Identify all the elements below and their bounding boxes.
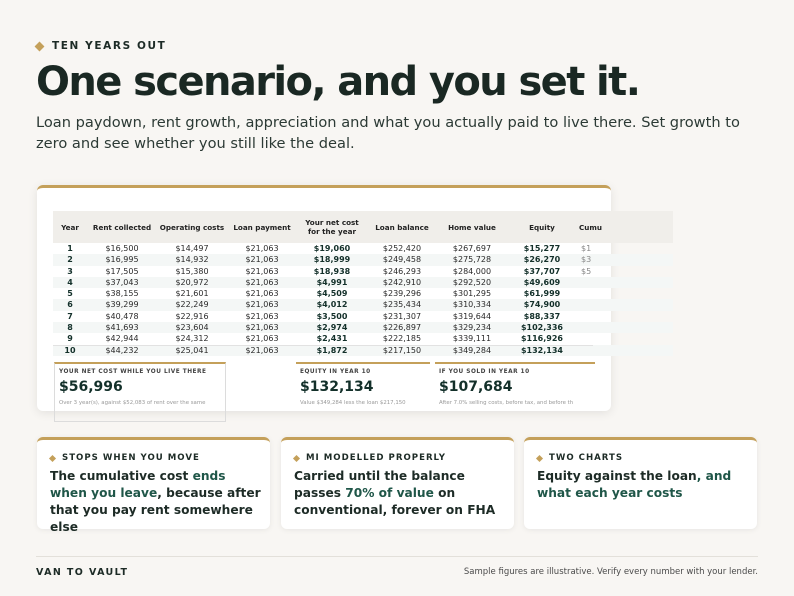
table-cell-balance: $242,910 xyxy=(367,277,437,288)
column-header: Rent collected xyxy=(87,211,157,243)
page-subtitle: Loan paydown, rent growth, appreciation and what you actually paid to live there. Set growth to zero and see whether you still like the deal. xyxy=(36,114,740,152)
table-cell-equity: $49,609 xyxy=(507,277,577,288)
table-cell-home-value: $267,697 xyxy=(452,244,492,253)
table-cell-balance: $231,307 xyxy=(382,311,422,321)
table-cell-equity: $26,270 xyxy=(507,254,577,265)
table-cell-net-cost: $19,060 xyxy=(313,244,351,253)
card-header xyxy=(537,453,623,463)
table-row xyxy=(53,299,673,310)
card-text-highlight: , and what each year costs xyxy=(537,469,732,500)
projection-screenshot xyxy=(37,185,611,411)
diamond-icon xyxy=(49,454,56,461)
footer-divider xyxy=(36,556,758,557)
card-text-part: , because after that you pay rent somewhere else xyxy=(50,486,261,534)
column-header: Loan payment xyxy=(227,211,297,243)
stat-label: YOUR NET COST WHILE YOU LIVE THERE xyxy=(59,369,207,375)
table-cell-net-cost: $18,999 xyxy=(297,254,367,265)
card-header xyxy=(294,453,446,463)
table-cell-year: 6 xyxy=(53,299,87,310)
table-cell-opex: $22,249 xyxy=(157,299,227,310)
table-cell-rent: $40,478 xyxy=(105,311,139,321)
table-cell-loan-payment: $21,063 xyxy=(245,334,279,344)
stat-label: EQUITY IN YEAR 10 xyxy=(300,369,371,375)
table-cell-home-value: $275,728 xyxy=(437,254,507,265)
table-cell-home-value: $310,334 xyxy=(437,299,507,310)
card-text-part: Carried until the balance passes xyxy=(294,469,465,500)
table-cell-year: 3 xyxy=(67,266,73,276)
table-cell-loan-payment: $21,063 xyxy=(245,311,279,321)
table-row xyxy=(53,277,673,288)
table-row xyxy=(53,254,673,265)
table-cell-balance: $249,458 xyxy=(367,254,437,265)
table-cell-cum xyxy=(577,277,673,288)
table-cell-year: 10 xyxy=(53,345,87,356)
stat-note: After 7.0% selling costs, before tax, and before th xyxy=(439,400,574,406)
table-cell-home-value: $349,284 xyxy=(437,345,507,356)
table-cell-rent: $42,944 xyxy=(105,334,139,344)
table-cell-cum xyxy=(577,311,673,322)
table-row xyxy=(53,333,673,344)
stat-value: $56,996 xyxy=(59,379,123,395)
table-cell-net-cost: $4,991 xyxy=(297,277,367,288)
card-text-highlight: 70% of value xyxy=(345,486,434,500)
table-cell-opex: $21,601 xyxy=(175,289,209,299)
table-cell-net-cost: $3,500 xyxy=(316,311,348,321)
table-cell-equity: $102,336 xyxy=(507,322,577,333)
table-cell-equity: $15,277 xyxy=(523,244,561,253)
table-cell-home-value: $339,111 xyxy=(452,334,492,344)
table-cell-equity: $74,900 xyxy=(507,299,577,310)
table-cell-cum: $5 xyxy=(581,266,592,276)
column-header: Cumu xyxy=(577,211,673,243)
eyebrow-label: TEN YEARS OUT xyxy=(52,40,167,52)
feature-card-charts xyxy=(524,437,757,529)
card-text-part: The cumulative cost xyxy=(50,469,193,483)
card-text xyxy=(294,468,506,519)
table-cell-loan-payment: $21,063 xyxy=(245,289,279,299)
table-divider xyxy=(53,345,593,346)
table-cell-equity: $116,926 xyxy=(520,334,563,344)
stat-if-sold xyxy=(435,362,595,422)
projection-table-wrap xyxy=(53,211,613,355)
table-cell-loan-payment: $21,063 xyxy=(245,244,279,253)
table-cell-year: 1 xyxy=(67,244,73,253)
table-row xyxy=(53,345,673,356)
table-cell-loan-payment: $21,063 xyxy=(227,345,297,356)
table-cell-net-cost: $1,872 xyxy=(297,345,367,356)
table-cell-opex: $25,041 xyxy=(157,345,227,356)
stat-net-cost xyxy=(54,362,226,422)
column-header: Home value xyxy=(437,211,507,243)
card-text-highlight: ends when you leave xyxy=(50,469,226,500)
table-cell-balance: $252,420 xyxy=(382,244,422,253)
diamond-icon xyxy=(293,454,300,461)
table-cell-loan-payment: $21,063 xyxy=(227,254,297,265)
stat-note: Over 3 year(s), against $52,083 of rent over the same xyxy=(59,400,206,406)
projection-table xyxy=(53,211,673,356)
table-cell-opex: $20,972 xyxy=(157,277,227,288)
table-cell-rent: $38,155 xyxy=(105,289,139,299)
table-cell-net-cost: $4,509 xyxy=(316,289,348,299)
diamond-icon xyxy=(536,454,543,461)
feature-card-stops xyxy=(37,437,270,534)
footer-disclaimer: Sample figures are illustrative. Verify every number with your lender. xyxy=(463,567,758,577)
table-cell-cum: $3 xyxy=(577,254,673,265)
table-cell-cum xyxy=(577,288,673,299)
card-text xyxy=(50,468,262,536)
stat-note: Value $349,284 less the loan $217,150 xyxy=(300,400,406,406)
column-header: Your net cost for the year xyxy=(297,211,367,243)
table-cell-balance: $217,150 xyxy=(367,345,437,356)
diamond-icon xyxy=(35,41,45,51)
table-cell-balance: $246,293 xyxy=(382,266,422,276)
table-cell-loan-payment: $21,063 xyxy=(227,322,297,333)
table-cell-year: 8 xyxy=(53,322,87,333)
table-cell-net-cost: $4,012 xyxy=(297,299,367,310)
table-cell-home-value: $329,234 xyxy=(437,322,507,333)
table-cell-cum: $1 xyxy=(581,244,592,253)
table-header-row xyxy=(53,211,673,243)
table-cell-net-cost: $2,431 xyxy=(316,334,348,344)
table-cell-balance: $235,434 xyxy=(367,299,437,310)
card-label: STOPS WHEN YOU MOVE xyxy=(62,453,200,463)
column-header: Equity xyxy=(507,211,577,243)
table-cell-cum xyxy=(577,345,673,356)
card-text-part: Equity against the loan xyxy=(537,469,697,483)
table-cell-opex: $22,916 xyxy=(175,311,209,321)
table-cell-year: 9 xyxy=(67,334,73,344)
table-cell-home-value: $292,520 xyxy=(437,277,507,288)
table-row xyxy=(53,288,673,299)
table-cell-loan-payment: $21,063 xyxy=(227,299,297,310)
table-cell-balance: $222,185 xyxy=(382,334,422,344)
table-cell-rent: $41,693 xyxy=(87,322,157,333)
table-cell-rent: $16,995 xyxy=(87,254,157,265)
table-cell-year: 4 xyxy=(53,277,87,288)
table-cell-rent: $16,500 xyxy=(105,244,139,253)
table-cell-opex: $15,380 xyxy=(175,266,209,276)
eyebrow xyxy=(36,40,166,52)
table-cell-cum xyxy=(577,333,673,344)
table-cell-opex: $14,497 xyxy=(175,244,209,253)
table-cell-equity: $61,999 xyxy=(523,289,561,299)
table-row xyxy=(53,322,673,333)
table-cell-rent: $37,043 xyxy=(87,277,157,288)
table-cell-balance: $239,296 xyxy=(382,289,422,299)
table-row xyxy=(53,266,673,277)
page-title: One scenario, and you set it. xyxy=(36,59,640,105)
table-cell-equity: $37,707 xyxy=(523,266,561,276)
stat-label: IF YOU SOLD IN YEAR 10 xyxy=(439,369,530,375)
table-cell-equity: $132,134 xyxy=(507,345,577,356)
table-cell-equity: $88,337 xyxy=(523,311,561,321)
stat-equity xyxy=(296,362,430,422)
table-cell-opex: $24,312 xyxy=(175,334,209,344)
table-cell-opex: $14,932 xyxy=(157,254,227,265)
table-cell-loan-payment: $21,063 xyxy=(227,277,297,288)
stat-value: $132,134 xyxy=(300,379,374,395)
table-cell-home-value: $284,000 xyxy=(452,266,492,276)
column-header: Year xyxy=(53,211,87,243)
table-cell-loan-payment: $21,063 xyxy=(245,266,279,276)
table-row xyxy=(53,311,673,322)
card-text-part: on conventional, forever on FHA xyxy=(294,486,496,517)
card-header xyxy=(50,453,200,463)
card-label: TWO CHARTS xyxy=(549,453,624,463)
table-cell-home-value: $319,644 xyxy=(452,311,492,321)
table-cell-home-value: $301,295 xyxy=(452,289,492,299)
table-cell-cum xyxy=(577,322,673,333)
table-cell-cum xyxy=(577,299,673,310)
footer-brand: VAN TO VAULT xyxy=(36,567,129,578)
column-header: Operating costs xyxy=(157,211,227,243)
card-label: MI MODELLED PROPERLY xyxy=(306,453,446,463)
table-cell-year: 5 xyxy=(67,289,73,299)
stat-value: $107,684 xyxy=(439,379,513,395)
table-cell-rent: $44,232 xyxy=(87,345,157,356)
table-cell-year: 2 xyxy=(53,254,87,265)
table-cell-opex: $23,604 xyxy=(157,322,227,333)
table-cell-balance: $226,897 xyxy=(367,322,437,333)
feature-card-mi xyxy=(281,437,514,529)
table-cell-net-cost: $18,938 xyxy=(313,266,351,276)
table-row xyxy=(53,243,673,254)
table-cell-rent: $17,505 xyxy=(105,266,139,276)
table-cell-year: 7 xyxy=(67,311,73,321)
card-text xyxy=(537,468,749,502)
table-cell-rent: $39,299 xyxy=(87,299,157,310)
column-header: Loan balance xyxy=(367,211,437,243)
table-cell-net-cost: $2,974 xyxy=(297,322,367,333)
